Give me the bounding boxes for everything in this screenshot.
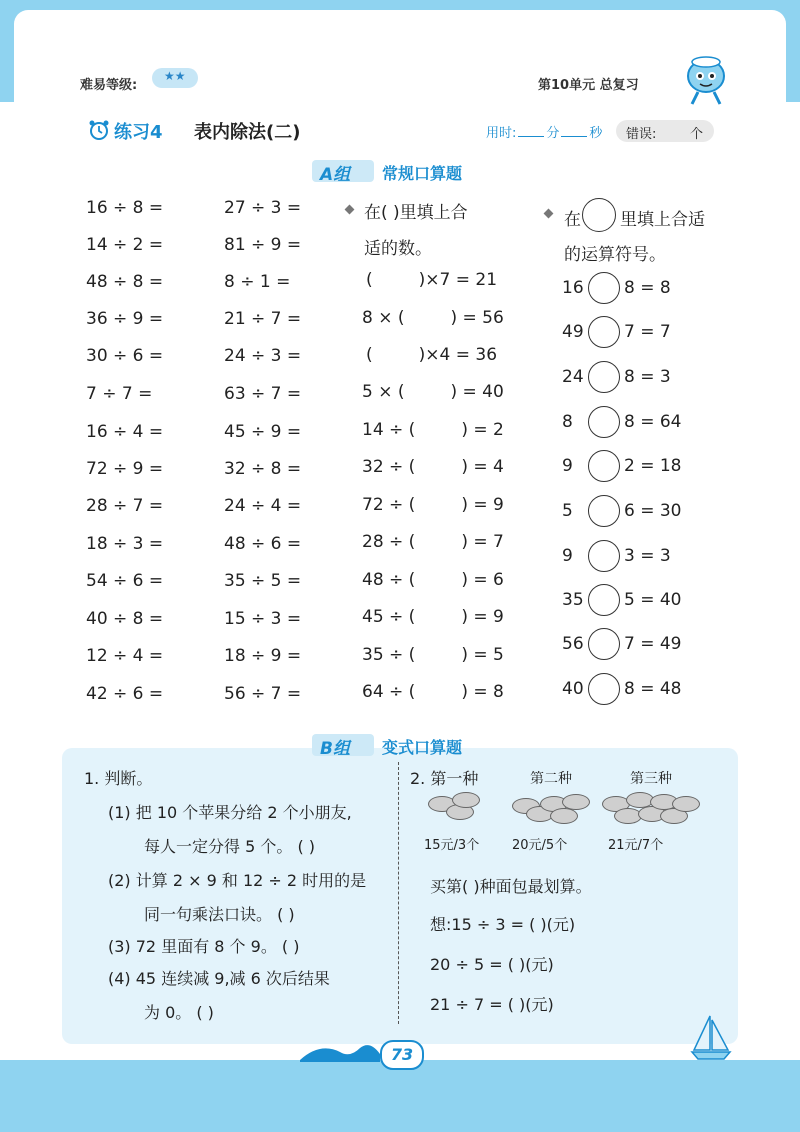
operator-circle[interactable] <box>588 628 620 660</box>
operator-circle[interactable] <box>588 495 620 527</box>
group-b-heading <box>312 734 512 758</box>
col3-pre: ( <box>366 270 373 290</box>
col3-post: ) = 56 <box>450 308 504 328</box>
group-a-badge-text: A组 <box>320 165 351 185</box>
col3-post: ) = 2 <box>461 420 504 440</box>
circle-instruction-b: 里填上合适 <box>620 210 705 230</box>
col1-problem: 36 ÷ 9 = <box>86 309 164 329</box>
seconds-blank[interactable] <box>561 125 587 137</box>
minutes-blank[interactable] <box>518 125 544 137</box>
difficulty-cloud-icon <box>152 68 198 88</box>
col3-problem <box>362 570 504 590</box>
operator-circle[interactable] <box>588 361 620 393</box>
col3-problem <box>362 682 504 702</box>
col3-pre: 5 × ( <box>362 382 405 402</box>
operator-circle[interactable] <box>588 316 620 348</box>
diamond-bullet-icon <box>544 209 554 219</box>
operand-a: 9 <box>562 546 573 566</box>
col3-post: ) = 9 <box>461 495 504 515</box>
q1-line[interactable]: (3) 72 里面有 8 个 9。 ( ) <box>108 937 300 956</box>
q1-title: 1. 判断。 <box>84 769 153 788</box>
col3-pre: 8 × ( <box>362 308 405 328</box>
col2-problem: 15 ÷ 3 = <box>224 609 302 629</box>
q1-line[interactable]: 为 0。 ( ) <box>144 1003 214 1022</box>
col3-pre: 14 ÷ ( <box>362 420 416 440</box>
operand-b: 7 = 49 <box>624 634 682 654</box>
time-field <box>486 122 602 141</box>
operand-a: 16 <box>562 278 584 298</box>
col3-pre: 28 ÷ ( <box>362 532 416 552</box>
col1-problem: 16 ÷ 8 = <box>86 198 164 218</box>
operator-circle[interactable] <box>588 673 620 705</box>
operator-circle[interactable] <box>588 584 620 616</box>
error-label: 错误: <box>626 127 657 142</box>
col3-pre: 64 ÷ ( <box>362 682 416 702</box>
operand-b: 6 = 30 <box>624 501 682 521</box>
col3-pre: 32 ÷ ( <box>362 457 416 477</box>
col3-post: ) = 4 <box>461 457 504 477</box>
kind-2-label: 第二种 <box>530 771 572 787</box>
col2-problem: 27 ÷ 3 = <box>224 198 302 218</box>
col3-problem <box>362 645 504 665</box>
col1-problem: 54 ÷ 6 = <box>86 571 164 591</box>
fill-instruction-line2: 适的数。 <box>364 239 432 259</box>
operand-a: 49 <box>562 322 584 342</box>
col3-pre: 48 ÷ ( <box>362 570 416 590</box>
kind-3-label: 第三种 <box>630 771 672 787</box>
operator-circle[interactable] <box>588 450 620 482</box>
circle-instruction-a: 在 <box>564 210 581 230</box>
col3-post: ) = 40 <box>450 382 504 402</box>
col3-problem <box>362 457 504 477</box>
price-3: 21元/7个 <box>608 838 664 853</box>
difficulty-label: 难易等级: <box>80 78 138 93</box>
operator-circle[interactable] <box>588 272 620 304</box>
operand-b: 8 = 8 <box>624 278 671 298</box>
time-label: 用时: <box>486 126 517 141</box>
operand-a: 56 <box>562 634 584 654</box>
q1-line: (4) 45 连续减 9,减 6 次后结果 <box>108 969 330 988</box>
operand-a: 24 <box>562 367 584 387</box>
col2-problem: 45 ÷ 9 = <box>224 422 302 442</box>
q2-calc-2[interactable]: 20 ÷ 5 = ( )(元) <box>430 955 554 974</box>
col2-problem: 24 ÷ 3 = <box>224 346 302 366</box>
error-unit: 个 <box>690 127 704 142</box>
minutes-label: 分 <box>546 126 560 141</box>
col2-problem: 63 ÷ 7 = <box>224 384 302 404</box>
operator-circle[interactable] <box>588 540 620 572</box>
col3-post: ) = 6 <box>461 570 504 590</box>
q2-question[interactable]: 买第( )种面包最划算。 <box>430 877 592 896</box>
mascot-icon <box>676 50 736 110</box>
col2-problem: 18 ÷ 9 = <box>224 646 302 666</box>
operator-circle[interactable] <box>588 406 620 438</box>
col3-pre: 45 ÷ ( <box>362 607 416 627</box>
circle-instruction-line2: 的运算符号。 <box>564 245 666 265</box>
col2-problem: 35 ÷ 5 = <box>224 571 302 591</box>
col3-problem <box>362 495 504 515</box>
col2-problem: 8 ÷ 1 = <box>224 272 291 292</box>
col1-problem: 42 ÷ 6 = <box>86 684 164 704</box>
col2-problem: 81 ÷ 9 = <box>224 235 302 255</box>
col3-problem <box>362 420 504 440</box>
sailboat-icon <box>688 1012 734 1062</box>
diamond-bullet-icon <box>345 205 355 215</box>
q1-line[interactable]: 同一句乘法口诀。 ( ) <box>144 905 295 924</box>
error-count-box <box>616 120 714 142</box>
group-b-title: 变式口算题 <box>382 738 463 757</box>
col1-problem: 72 ÷ 9 = <box>86 459 164 479</box>
col1-problem: 14 ÷ 2 = <box>86 235 164 255</box>
group-a-title: 常规口算题 <box>382 164 463 183</box>
group-b-badge <box>312 734 374 759</box>
operand-a: 40 <box>562 679 584 699</box>
col2-problem: 48 ÷ 6 = <box>224 534 302 554</box>
col3-post: ) = 7 <box>461 532 504 552</box>
q2-calc-1[interactable]: 想:15 ÷ 3 = ( )(元) <box>430 915 576 934</box>
col3-problem <box>362 382 504 402</box>
bread-icon <box>550 808 578 824</box>
col3-pre: 35 ÷ ( <box>362 645 416 665</box>
q2-title: 2. 第一种 <box>410 769 479 788</box>
seconds-label: 秒 <box>589 126 603 141</box>
alarm-clock-icon <box>88 120 110 140</box>
fill-instruction-line1: 在( )里填上合 <box>364 203 468 223</box>
col1-problem: 30 ÷ 6 = <box>86 346 164 366</box>
difficulty-stars: ★★ <box>164 69 186 83</box>
wave-icon <box>300 1040 380 1062</box>
col3-pre: ( <box>366 345 373 365</box>
column-divider <box>398 762 399 1024</box>
q1-line: (2) 计算 2 × 9 和 12 ÷ 2 时用的是 <box>108 871 367 890</box>
unit-title: 第10单元 总复习 <box>538 78 639 93</box>
bottom-band <box>0 1060 800 1132</box>
col3-problem <box>366 345 497 365</box>
operand-a: 5 <box>562 501 573 521</box>
col2-problem: 32 ÷ 8 = <box>224 459 302 479</box>
col3-pre: 72 ÷ ( <box>362 495 416 515</box>
col1-problem: 7 ÷ 7 = <box>86 384 153 404</box>
operand-b: 7 = 7 <box>624 322 671 342</box>
col3-problem <box>362 308 504 328</box>
col1-problem: 40 ÷ 8 = <box>86 609 164 629</box>
bread-icon <box>672 796 700 812</box>
price-1: 15元/3个 <box>424 838 480 853</box>
page-number-badge <box>380 1040 424 1070</box>
col3-post: ) = 5 <box>461 645 504 665</box>
q1-line[interactable]: 每人一定分得 5 个。 ( ) <box>144 837 316 856</box>
col3-post: )×7 = 21 <box>418 270 498 290</box>
group-b-badge-text: B组 <box>320 739 350 759</box>
sample-circle-icon <box>582 198 616 232</box>
operand-b: 5 = 40 <box>624 590 682 610</box>
col3-post: )×4 = 36 <box>418 345 498 365</box>
operand-b: 8 = 3 <box>624 367 671 387</box>
group-a-badge <box>312 160 374 185</box>
page-number: 73 <box>390 1045 414 1064</box>
col1-problem: 12 ÷ 4 = <box>86 646 164 666</box>
col3-problem <box>362 532 504 552</box>
col3-post: ) = 9 <box>461 607 504 627</box>
col3-post: ) = 8 <box>461 682 504 702</box>
operand-a: 35 <box>562 590 584 610</box>
operand-a: 9 <box>562 456 573 476</box>
col1-problem: 28 ÷ 7 = <box>86 496 164 516</box>
col1-problem: 18 ÷ 3 = <box>86 534 164 554</box>
col2-problem: 56 ÷ 7 = <box>224 684 302 704</box>
operand-a: 8 <box>562 412 573 432</box>
group-a-heading <box>312 160 512 184</box>
col1-problem: 48 ÷ 8 = <box>86 272 164 292</box>
col1-problem: 16 ÷ 4 = <box>86 422 164 442</box>
col2-problem: 24 ÷ 4 = <box>224 496 302 516</box>
bread-icon <box>452 792 480 808</box>
operand-b: 3 = 3 <box>624 546 671 566</box>
col2-problem: 21 ÷ 7 = <box>224 309 302 329</box>
operand-b: 2 = 18 <box>624 456 682 476</box>
lesson-number: 练习4 <box>114 122 163 143</box>
price-2: 20元/5个 <box>512 838 568 853</box>
operand-b: 8 = 48 <box>624 679 682 699</box>
bread-icon <box>562 794 590 810</box>
operand-b: 8 = 64 <box>624 412 682 432</box>
q2-calc-3[interactable]: 21 ÷ 7 = ( )(元) <box>430 995 554 1014</box>
col3-problem <box>362 607 504 627</box>
lesson-title: 表内除法(二) <box>194 122 301 143</box>
col3-problem <box>366 270 497 290</box>
q1-line: (1) 把 10 个苹果分给 2 个小朋友, <box>108 803 352 822</box>
